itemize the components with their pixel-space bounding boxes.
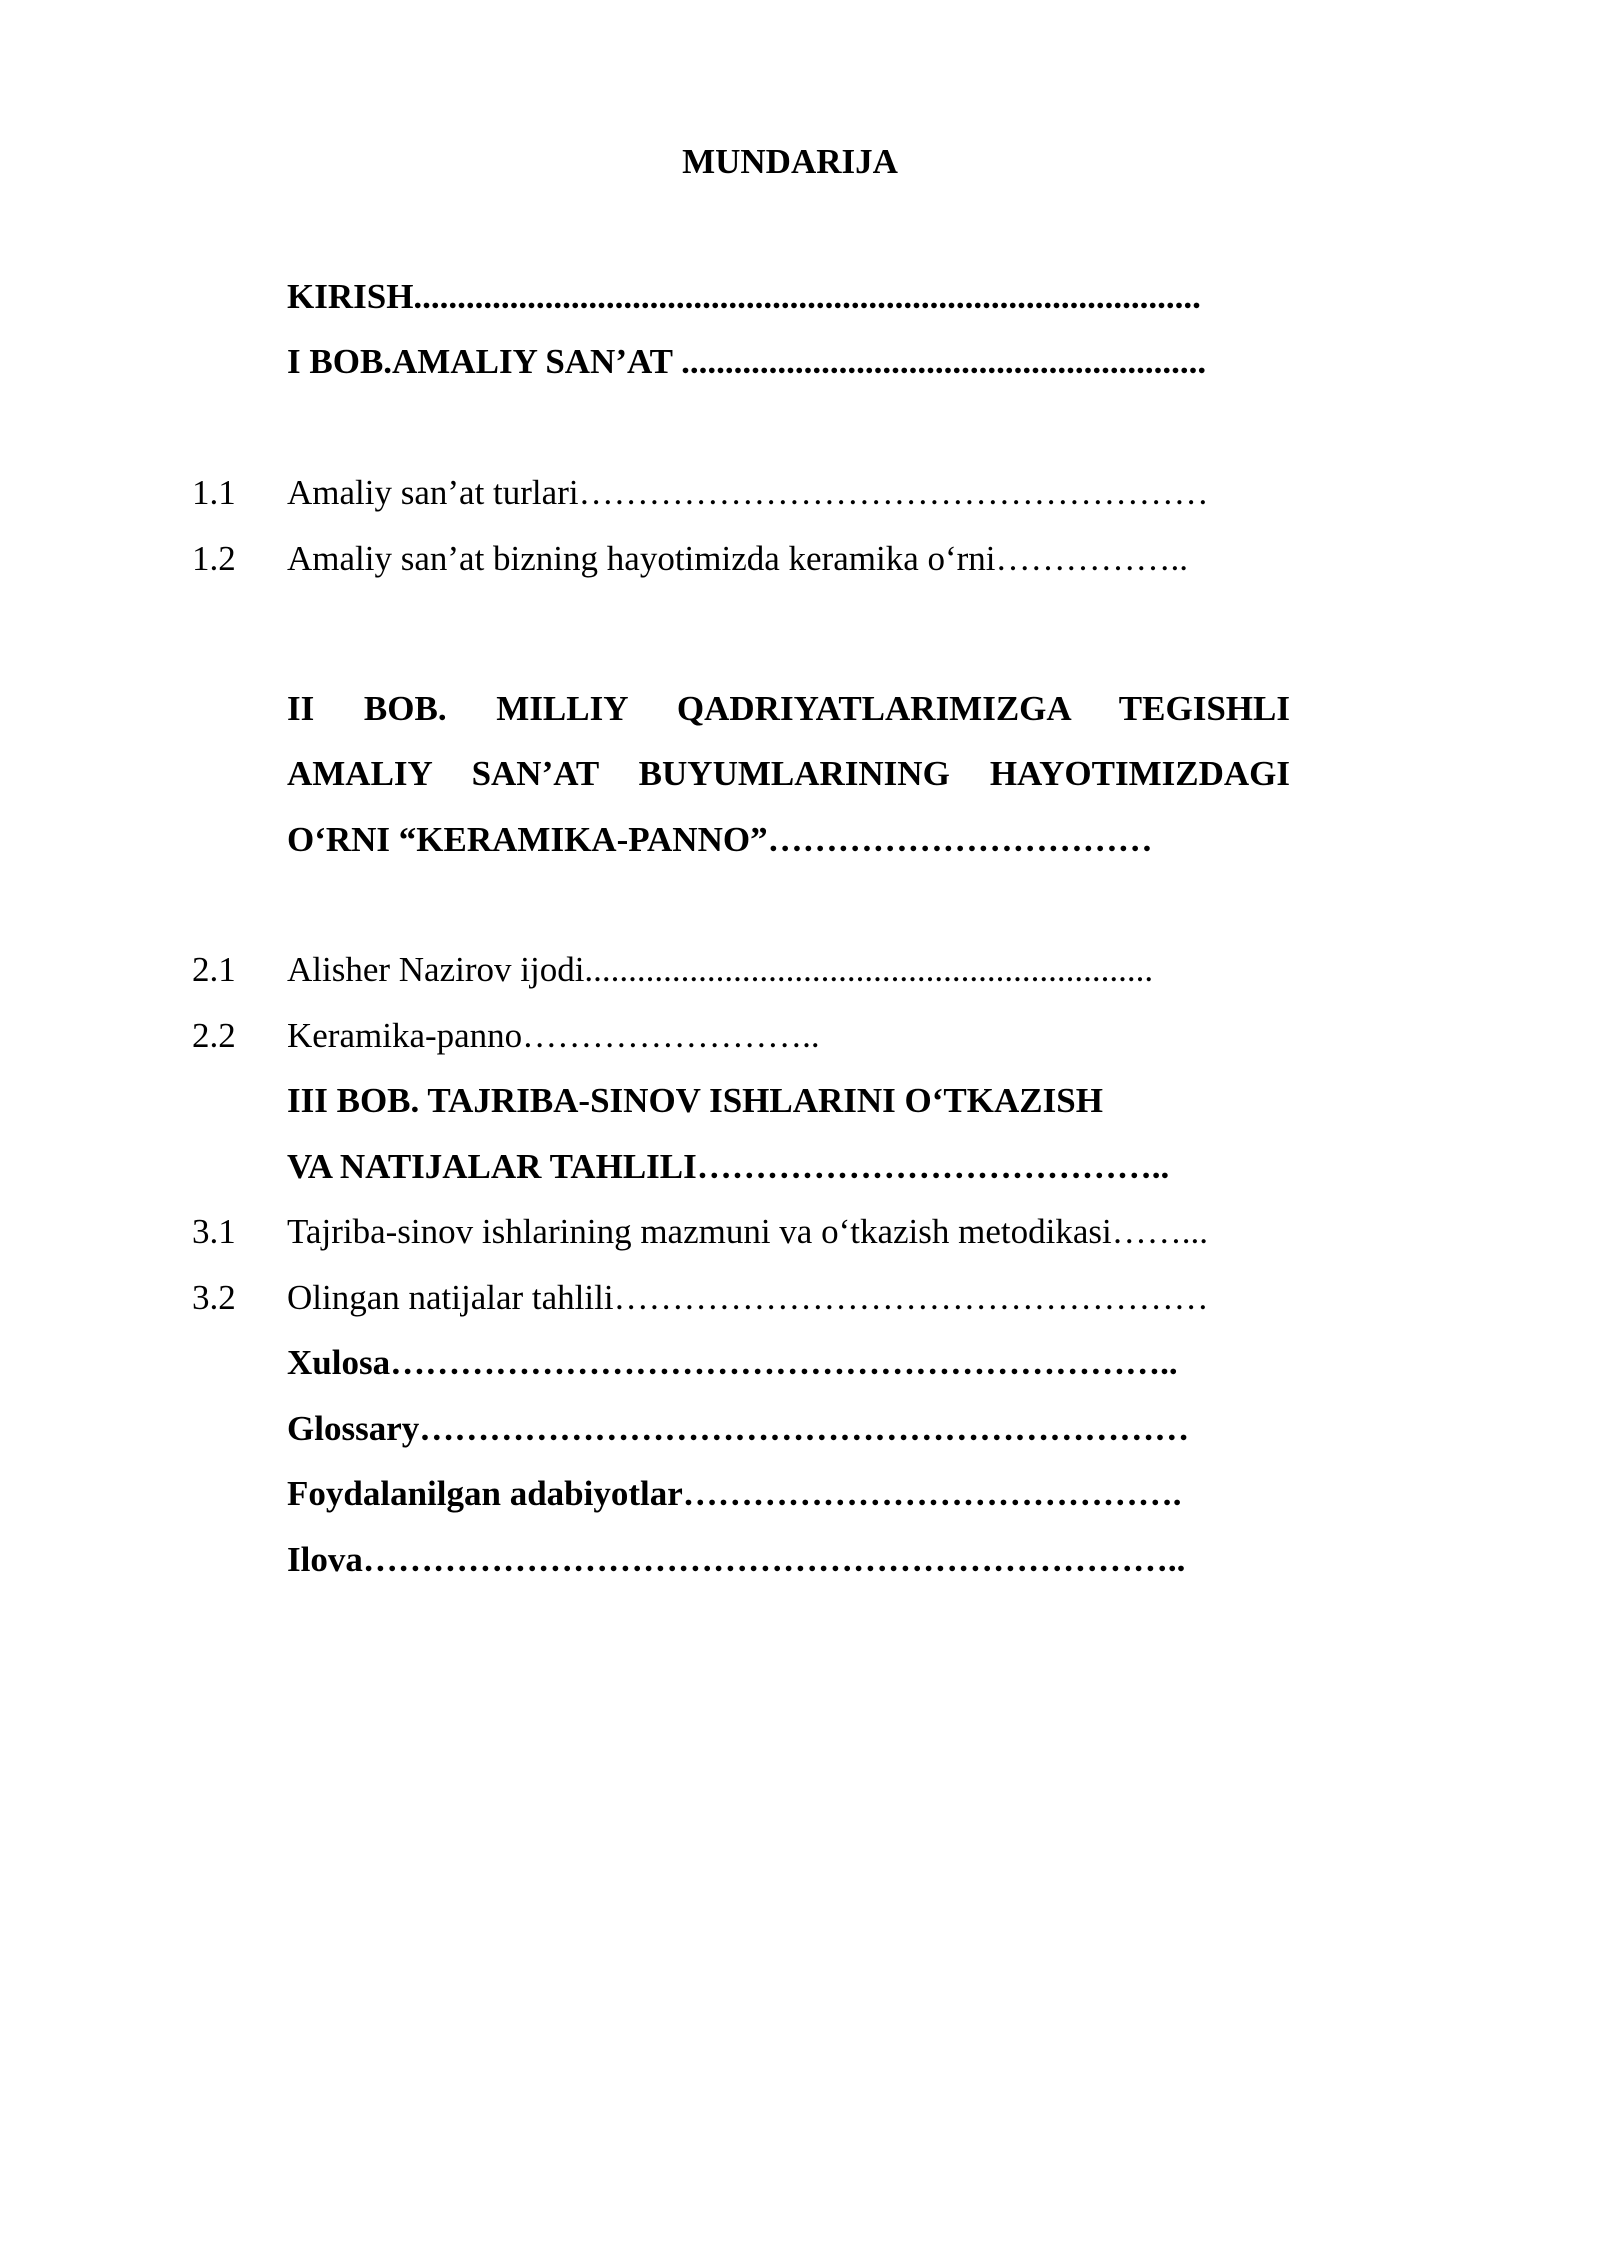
toc-entry-text: VA NATIJALAR TAHLILI………………………………….. [287,1147,1170,1186]
toc-entry-text: Xulosa………………………………………………………….. [287,1343,1178,1382]
toc-entry-text: AMALIY SAN’AT BUYUMLARINING HAYOTIMIZDAGI [287,754,1290,793]
toc-entry-text: Amaliy san’at bizning hayotimizda keramika o‘rni…………….. [287,539,1189,578]
toc-entry-text: Amaliy san’at turlari……………………………………………… [287,473,1209,512]
toc-entry-number: 3.1 [192,1212,236,1251]
toc-entry-text: Ilova…………………………………………………………….. [287,1540,1186,1579]
toc-entry-text: Alisher Nazirov ijodi................................................................. [287,950,1154,989]
toc-entry-text: III BOB. TAJRIBA-SINOV ISHLARINI O‘TKAZISH [287,1081,1103,1120]
toc-entry-text: Keramika-panno…………………….. [287,1016,820,1055]
toc-entry-text: II BOB. MILLIY QADRIYATLARIMIZGA TEGISHLI [287,689,1290,728]
toc-entry-text: Tajriba-sinov ishlarining mazmuni va o‘tkazish metodikasi……... [287,1212,1208,1251]
toc-entry-text: KIRISH.......................................................................................... [287,277,1201,316]
toc-entry-text: Foydalanilgan adabiyotlar……………………………………. [287,1474,1182,1513]
toc-entry-text: Olingan natijalar tahlili…………………………………………… [287,1278,1209,1317]
toc-entry-number: 2.1 [192,950,236,989]
toc-entry-number: 1.1 [192,473,236,512]
toc-entry-number: 2.2 [192,1016,236,1055]
page-title: MUNDARIJA [682,142,898,181]
toc-entry-text: O‘RNI “KERAMIKA-PANNO”…………………………… [287,820,1153,859]
toc-entry-number: 3.2 [192,1278,236,1317]
toc-entry-text: Glossary………………………………………………………… [287,1409,1190,1448]
toc-entry-text: I BOB.AMALIY SAN’AT ............................................................ [287,342,1207,381]
toc-entry-number: 1.2 [192,539,236,578]
